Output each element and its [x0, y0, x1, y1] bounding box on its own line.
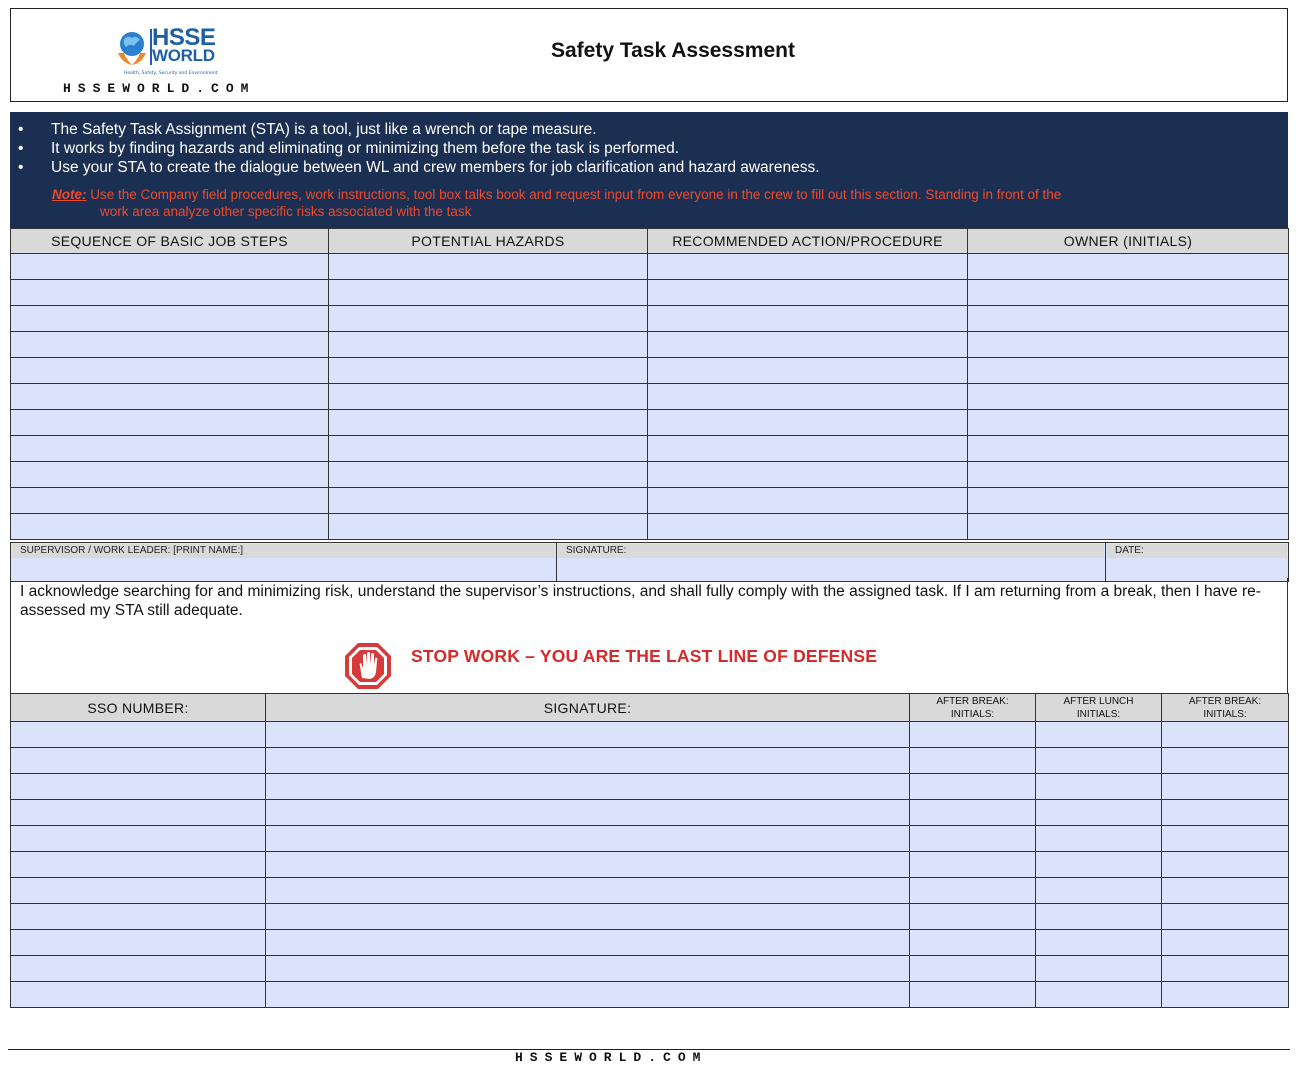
action-cell[interactable] [648, 280, 968, 306]
sso-number-cell[interactable] [11, 774, 266, 800]
sso-number-cell[interactable] [11, 982, 266, 1008]
sso-number-cell[interactable] [11, 748, 266, 774]
hazard-cell[interactable] [329, 358, 648, 384]
table-row [11, 306, 1289, 332]
job-step-cell[interactable] [11, 358, 329, 384]
signature-cell[interactable] [266, 904, 910, 930]
signature-cell[interactable] [266, 982, 910, 1008]
table-header-row [11, 229, 1289, 254]
job-step-cell[interactable] [11, 514, 329, 540]
sso-number-cell[interactable] [11, 826, 266, 852]
supervisor-date-label: DATE: [1107, 544, 1287, 558]
after-lunch-initials-cell[interactable] [1036, 878, 1162, 904]
header-line: AFTER BREAK: [936, 695, 1009, 707]
after-break-initials-cell[interactable] [910, 878, 1036, 904]
job-step-cell[interactable] [11, 332, 329, 358]
after-break-2-initials-cell[interactable] [1162, 982, 1289, 1008]
table-row [11, 462, 1289, 488]
action-cell[interactable] [648, 514, 968, 540]
logo-tagline: Health, Safety, Security and Environment [124, 71, 218, 76]
hsse-world-logo [116, 24, 236, 79]
header-line: AFTER BREAK: [1188, 695, 1262, 707]
after-break-initials-cell[interactable] [910, 722, 1036, 748]
owner-initials-cell[interactable] [968, 280, 1289, 306]
after-lunch-initials-cell[interactable] [1036, 722, 1162, 748]
after-break-2-initials-cell[interactable] [1162, 930, 1289, 956]
hazard-cell[interactable] [329, 488, 648, 514]
bullet-text: It works by finding hazards and eliminating or minimizing them before the task is performed. [51, 140, 680, 157]
action-cell[interactable] [648, 410, 968, 436]
sso-signature-table [10, 693, 1289, 1008]
table-row [11, 982, 1289, 1008]
owner-initials-cell[interactable] [968, 332, 1289, 358]
supervisor-name-label: SUPERVISOR / WORK LEADER: [PRINT NAME:] [12, 544, 555, 558]
table-row [11, 358, 1289, 384]
after-lunch-initials-cell[interactable] [1036, 800, 1162, 826]
signature-cell[interactable] [266, 956, 910, 982]
action-cell[interactable] [648, 306, 968, 332]
owner-initials-cell[interactable] [968, 254, 1289, 280]
hazard-cell[interactable] [329, 280, 648, 306]
table-row [11, 800, 1289, 826]
column-header-job-steps: SEQUENCE OF BASIC JOB STEPS [11, 229, 329, 254]
owner-initials-cell[interactable] [968, 358, 1289, 384]
after-break-2-initials-cell[interactable] [1162, 800, 1289, 826]
acknowledgement-section [10, 578, 1288, 693]
supervisor-row [10, 542, 1289, 582]
job-step-cell[interactable] [11, 280, 329, 306]
table-row [11, 852, 1289, 878]
after-break-2-initials-cell[interactable] [1162, 878, 1289, 904]
signature-cell[interactable] [266, 878, 910, 904]
column-header-after-break-1 [910, 694, 1036, 722]
bullet-text: Use your STA to create the dialogue between WL and crew members for job clarification and hazard awareness. [51, 159, 820, 176]
table-row [11, 436, 1289, 462]
bullet-icon: • [18, 121, 24, 138]
sso-number-cell[interactable] [11, 930, 266, 956]
info-bullet-list [18, 120, 820, 177]
column-header-after-lunch [1036, 694, 1162, 722]
after-break-2-initials-cell[interactable] [1162, 852, 1289, 878]
signature-cell[interactable] [266, 722, 910, 748]
table-row [11, 410, 1289, 436]
after-break-initials-cell[interactable] [910, 956, 1036, 982]
column-header-sso-number: SSO NUMBER: [11, 694, 266, 722]
signature-cell[interactable] [266, 774, 910, 800]
note-label: Note: [52, 187, 87, 202]
acknowledgement-text: I acknowledge searching for and minimizing risk, understand the supervisor’s instructions, and shall fully comply with the assigned task. If I am returning from a break, then I have re-assessed my STA still adequate. [20, 583, 1261, 619]
hazard-cell[interactable] [329, 462, 648, 488]
after-break-initials-cell[interactable] [910, 904, 1036, 930]
action-cell[interactable] [648, 436, 968, 462]
after-lunch-initials-cell[interactable] [1036, 826, 1162, 852]
after-lunch-initials-cell[interactable] [1036, 930, 1162, 956]
job-step-cell[interactable] [11, 384, 329, 410]
supervisor-name-field[interactable] [11, 543, 557, 582]
globe-hands-icon [116, 29, 148, 69]
stop-work-warning: STOP WORK – YOU ARE THE LAST LINE OF DEFENSE [411, 646, 878, 666]
after-lunch-initials-cell[interactable] [1036, 904, 1162, 930]
table-row [11, 878, 1289, 904]
owner-initials-cell[interactable] [968, 384, 1289, 410]
owner-initials-cell[interactable] [968, 436, 1289, 462]
after-break-initials-cell[interactable] [910, 800, 1036, 826]
supervisor-signature-field[interactable] [557, 543, 1106, 582]
job-step-cell[interactable] [11, 410, 329, 436]
after-break-initials-cell[interactable] [910, 852, 1036, 878]
column-header-action: RECOMMENDED ACTION/PROCEDURE [648, 229, 968, 254]
document-header [10, 8, 1288, 102]
table-row [11, 488, 1289, 514]
column-header-hazards: POTENTIAL HAZARDS [329, 229, 648, 254]
bullet-text: The Safety Task Assignment (STA) is a tool, just like a wrench or tape measure. [51, 121, 597, 138]
owner-initials-cell[interactable] [968, 306, 1289, 332]
after-lunch-initials-cell[interactable] [1036, 774, 1162, 800]
hazard-cell[interactable] [329, 514, 648, 540]
page-title: Safety Task Assessment [551, 39, 795, 62]
hazard-cell[interactable] [329, 384, 648, 410]
job-steps-body [11, 254, 1289, 540]
after-lunch-initials-cell[interactable] [1036, 748, 1162, 774]
sso-number-cell[interactable] [11, 722, 266, 748]
header-line: AFTER LUNCH [1063, 695, 1134, 707]
header-line: INITIALS: [950, 708, 995, 720]
table-row [11, 904, 1289, 930]
after-lunch-initials-cell[interactable] [1036, 982, 1162, 1008]
table-row [11, 826, 1289, 852]
job-step-cell[interactable] [11, 254, 329, 280]
job-steps-table [10, 228, 1289, 540]
job-step-cell[interactable] [11, 462, 329, 488]
job-step-cell[interactable] [11, 488, 329, 514]
after-break-initials-cell[interactable] [910, 982, 1036, 1008]
note-line-2: work area analyze other specific risks associated with the task [100, 204, 472, 219]
table-row [11, 748, 1289, 774]
site-name-bottom: HSSEWORLD.COM [515, 1050, 708, 1065]
note-text [52, 186, 1267, 220]
sso-number-cell[interactable] [11, 852, 266, 878]
after-break-2-initials-cell[interactable] [1162, 956, 1289, 982]
table-row [11, 514, 1289, 540]
table-row [11, 332, 1289, 358]
owner-initials-cell[interactable] [968, 514, 1289, 540]
table-row [11, 722, 1289, 748]
table-header-row [11, 694, 1289, 722]
after-lunch-initials-cell[interactable] [1036, 852, 1162, 878]
hazard-cell[interactable] [329, 436, 648, 462]
action-cell[interactable] [648, 254, 968, 280]
action-cell[interactable] [648, 488, 968, 514]
bullet-icon: • [18, 140, 24, 157]
signature-cell[interactable] [266, 930, 910, 956]
sso-number-cell[interactable] [11, 878, 266, 904]
after-lunch-initials-cell[interactable] [1036, 956, 1162, 982]
after-break-2-initials-cell[interactable] [1162, 904, 1289, 930]
signature-cell[interactable] [266, 826, 910, 852]
logo-text-world: WORLD [152, 46, 215, 65]
job-step-cell[interactable] [11, 306, 329, 332]
info-bullet [18, 139, 820, 158]
after-break-2-initials-cell[interactable] [1162, 774, 1289, 800]
supervisor-signature-label: SIGNATURE: [558, 544, 1104, 558]
after-break-initials-cell[interactable] [910, 748, 1036, 774]
action-cell[interactable] [648, 332, 968, 358]
header-line: INITIALS: [1203, 708, 1247, 720]
sso-number-cell[interactable] [11, 956, 266, 982]
after-break-2-initials-cell[interactable] [1162, 826, 1289, 852]
owner-initials-cell[interactable] [968, 488, 1289, 514]
supervisor-date-field[interactable] [1106, 543, 1289, 582]
signature-cell[interactable] [266, 748, 910, 774]
job-step-cell[interactable] [11, 436, 329, 462]
hazard-cell[interactable] [329, 332, 648, 358]
after-break-2-initials-cell[interactable] [1162, 748, 1289, 774]
site-name-top: HSSEWORLD.COM [63, 81, 256, 96]
column-header-after-break-2 [1162, 694, 1289, 722]
note-line-1: Use the Company field procedures, work instructions, tool box talks book and request input from everyone in the crew to fill out this section. Standing in front of the [90, 187, 1062, 202]
sso-number-cell[interactable] [11, 904, 266, 930]
hazard-cell[interactable] [329, 254, 648, 280]
action-cell[interactable] [648, 462, 968, 488]
info-bullet [18, 120, 820, 139]
after-break-initials-cell[interactable] [910, 930, 1036, 956]
header-line: INITIALS: [1076, 708, 1121, 720]
owner-initials-cell[interactable] [968, 410, 1289, 436]
after-break-initials-cell[interactable] [910, 774, 1036, 800]
owner-initials-cell[interactable] [968, 462, 1289, 488]
column-header-owner: OWNER (INITIALS) [968, 229, 1289, 254]
table-row [11, 254, 1289, 280]
action-cell[interactable] [648, 358, 968, 384]
sso-number-cell[interactable] [11, 800, 266, 826]
column-header-signature: SIGNATURE: [266, 694, 910, 722]
bullet-icon: • [18, 159, 24, 176]
hazard-cell[interactable] [329, 410, 648, 436]
action-cell[interactable] [648, 384, 968, 410]
sso-signature-body [11, 722, 1289, 1008]
info-banner [10, 112, 1288, 228]
table-row [11, 384, 1289, 410]
signature-cell[interactable] [266, 852, 910, 878]
table-row [11, 956, 1289, 982]
after-break-2-initials-cell[interactable] [1162, 722, 1289, 748]
table-row [11, 280, 1289, 306]
hazard-cell[interactable] [329, 306, 648, 332]
table-row [11, 774, 1289, 800]
after-break-initials-cell[interactable] [910, 826, 1036, 852]
info-bullet [18, 158, 820, 177]
stop-hand-icon [344, 642, 392, 690]
table-row [11, 930, 1289, 956]
signature-cell[interactable] [266, 800, 910, 826]
logo-text-hsse: HSSE [152, 24, 216, 51]
